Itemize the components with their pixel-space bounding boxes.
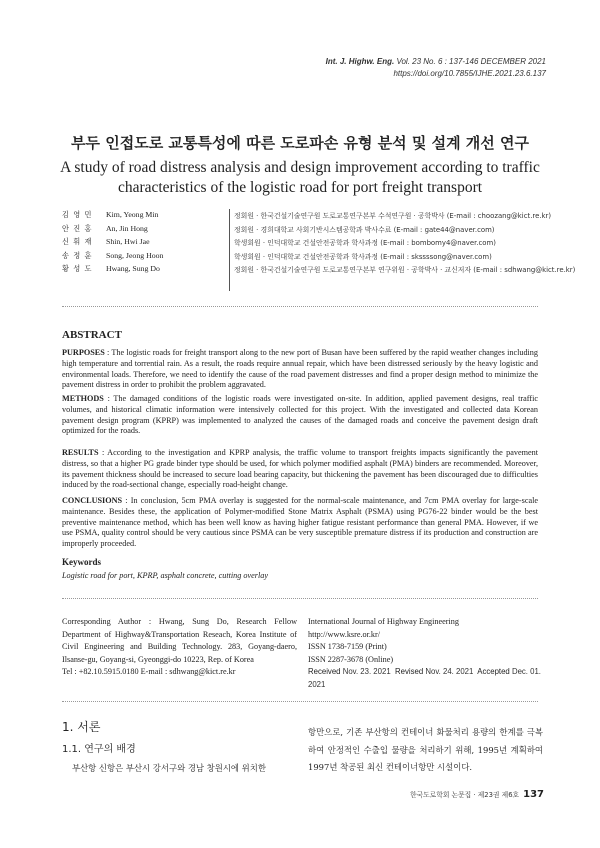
subsection-heading: 1.1. 연구의 배경 xyxy=(62,744,136,755)
author-name-en: An, Jin Hong xyxy=(106,223,148,233)
corresponding-contact: Tel : +82.10.5915.0180 E-mail : sdhwang@kict.re.kr xyxy=(62,667,236,677)
journal-volume: Vol. 23 No. 6 : 137-146 DECEMBER 2021 xyxy=(396,57,546,66)
corresponding-author xyxy=(62,616,297,679)
submission-dates xyxy=(308,666,543,691)
issn-print: ISSN 1738-7159 (Print) xyxy=(308,642,387,652)
methods-text: : The damaged conditions of the logistic roads were investigated on-site. In addition, applied pavement designs, real traffic volumes, and historical climatic information were intensively collected for this project. With the investigated and collected data Korean pavement design program (KPRP) was implemented to analyzed the causes of the damaged roads and conceive the pavement design draft optimized for the roads. xyxy=(62,394,538,436)
doi-link[interactable]: https://doi.org/10.7855/IJHE.2021.23.6.137 xyxy=(393,69,546,78)
journal-citation xyxy=(326,56,546,80)
received-date: Nov. 23. 2021 xyxy=(342,667,391,677)
section-heading: 1. 서론 xyxy=(62,720,101,734)
conclusions-text: : In conclusion, 5cm PMA overlay is suggested for the normal-scale maintenance, and 7cm PMA overlay for large-scale maintenance. Besides these, the application of Polymer-modified Stone Matrix Asphalt (PSMA) using PG76-22 binder would be the best preventive maintenance method, which has been well know as having higher fatigue resistant performance than general PMA. However, if we use PSMA, quality control should be very cautious since PSMA can be very susceptible premature distress if its production and construction are improperly proceeded. xyxy=(62,496,538,549)
methods-label: METHODS xyxy=(62,394,104,403)
author-affiliation: 정회원 · 한국건설기술연구원 도로교통연구본부 연구위원 · 공학박사 · 교신저자 (E-mail : sdhwang@kict.re.kr) xyxy=(234,266,576,274)
section-divider xyxy=(62,598,538,599)
section-divider xyxy=(62,306,538,307)
page-footer xyxy=(410,789,544,800)
title-english: A study of road distress analysis and design improvement according to traffic characteristics of the logistic road for port freight transport xyxy=(60,159,540,196)
journal-info xyxy=(308,616,543,692)
author-affiliation: 학생회원 · 인덕대학교 건설안전공학과 학사과정 (E-mail : bombomy4@naver.com) xyxy=(234,239,496,247)
conclusions-label: CONCLUSIONS xyxy=(62,496,123,505)
purposes-text: : The logistic roads for freight transport along to the new port of Busan have been suffered by the rapid weather changes including high temperature and torrential rain. As a result, the roads require annual repair, which have been distressed seriously by the heavy logistic and environmental loads. Therefore, we need to identify the cause of the road pavement distresses and find a proper design method to minimize the pavement distress in order to prohibit the problem aggravated. xyxy=(62,348,538,390)
keywords-heading: Keywords xyxy=(62,557,101,567)
abstract-conclusions xyxy=(62,496,538,550)
corresponding-address: Corresponding Author : Hwang, Sung Do, Research Fellow Department of Highway&Transportation Reseach, Korea Institute of Civil Engineering and Building Technology. 283, Goyang-daero, Ilsanse-gu, Goyang-si, Gyeonggi-do 10223, Rep. of Korea xyxy=(62,617,297,664)
author-name-en: Shin, Hwi Jae xyxy=(106,237,150,246)
purposes-label: PURPOSES xyxy=(62,348,105,357)
revised-label: Revised xyxy=(395,667,424,677)
author-name-kr: 송 정 훈 xyxy=(62,250,93,260)
author-name-kr: 황 성 도 xyxy=(62,264,93,273)
author-name-kr: 신 휘 재 xyxy=(62,237,93,246)
abstract-methods xyxy=(62,394,538,437)
author-name-kr: 안 진 홍 xyxy=(62,223,93,233)
author-affiliation: 정회원 · 한국건설기술연구원 도로교통연구본부 수석연구원 · 공학박사 (E-mail : choozang@kict.re.kr) xyxy=(234,212,552,220)
body-text-right: 항만으로, 기존 부산항의 컨테이너 화물처리 용량의 한계를 극복하여 안정적인 수출입 물량을 처리하기 위해, 1995년 계획하여 1997년 착공된 최신 컨테이너항만 시설이다. xyxy=(308,727,543,772)
abstract-purposes xyxy=(62,348,538,391)
journal-info-url[interactable]: http://www.ksre.or.kr/ xyxy=(308,629,381,639)
journal-name: Int. J. Highw. Eng. xyxy=(325,57,395,66)
author-name-en: Hwang, Sung Do xyxy=(106,264,160,273)
abstract-heading: ABSTRACT xyxy=(62,329,122,341)
author-affiliation: 학생회원 · 인덕대학교 건설안전공학과 학사과정 (E-mail : skssssong@naver.com) xyxy=(234,252,492,261)
author-affiliation: 정회원 · 경희대학교 사회기반시스템공학과 박사수료 (E-mail : gate44@naver.com) xyxy=(234,225,495,234)
results-label: RESULTS xyxy=(62,448,99,457)
page-number: 137 xyxy=(523,789,544,800)
revised-date: Nov. 24. 2021 xyxy=(425,667,474,677)
journal-info-name: International Journal of Highway Engineering xyxy=(308,617,459,626)
author-name-kr: 김 영 민 xyxy=(62,210,93,219)
author-name-en: Song, Jeong Hoon xyxy=(106,250,164,260)
body-text-left: 부산항 신항은 부산시 강서구와 경남 창원시에 위치한 xyxy=(72,763,266,773)
author-divider xyxy=(229,209,230,291)
accepted-label: Accepted xyxy=(477,667,510,677)
abstract-results xyxy=(62,448,538,491)
issn-online: ISSN 2287-3678 (Online) xyxy=(308,654,394,664)
author-name-en: Kim, Yeong Min xyxy=(106,210,159,219)
title-korean: 부두 인접도로 교통특성에 따른 도로파손 유형 분석 및 설계 개선 연구 xyxy=(71,134,529,152)
section-divider xyxy=(62,701,538,702)
keywords-text: Logistic road for port, KPRP, asphalt concrete, cutting overlay xyxy=(62,571,268,580)
accepted-date: Dec. 01. 2021 xyxy=(308,667,541,689)
footer-journal: 한국도로학회 논문집 · 제23권 제6호 xyxy=(409,791,520,799)
received-label: Received xyxy=(308,667,341,677)
results-text: : According to the investigation and KPRP analysis, the traffic volume to transport freights impacts significantly the pavement distress, so that a higher PG grade binder type should be used, for which polymer modified asphalt (PMA) binders are recommended. Moreover, its pavement thickness should be increased to secure load bearing capacity, but thickening the pavement has been discouraged due to difficulties induced by the road-sectional change, especially road-height change. xyxy=(62,448,538,490)
